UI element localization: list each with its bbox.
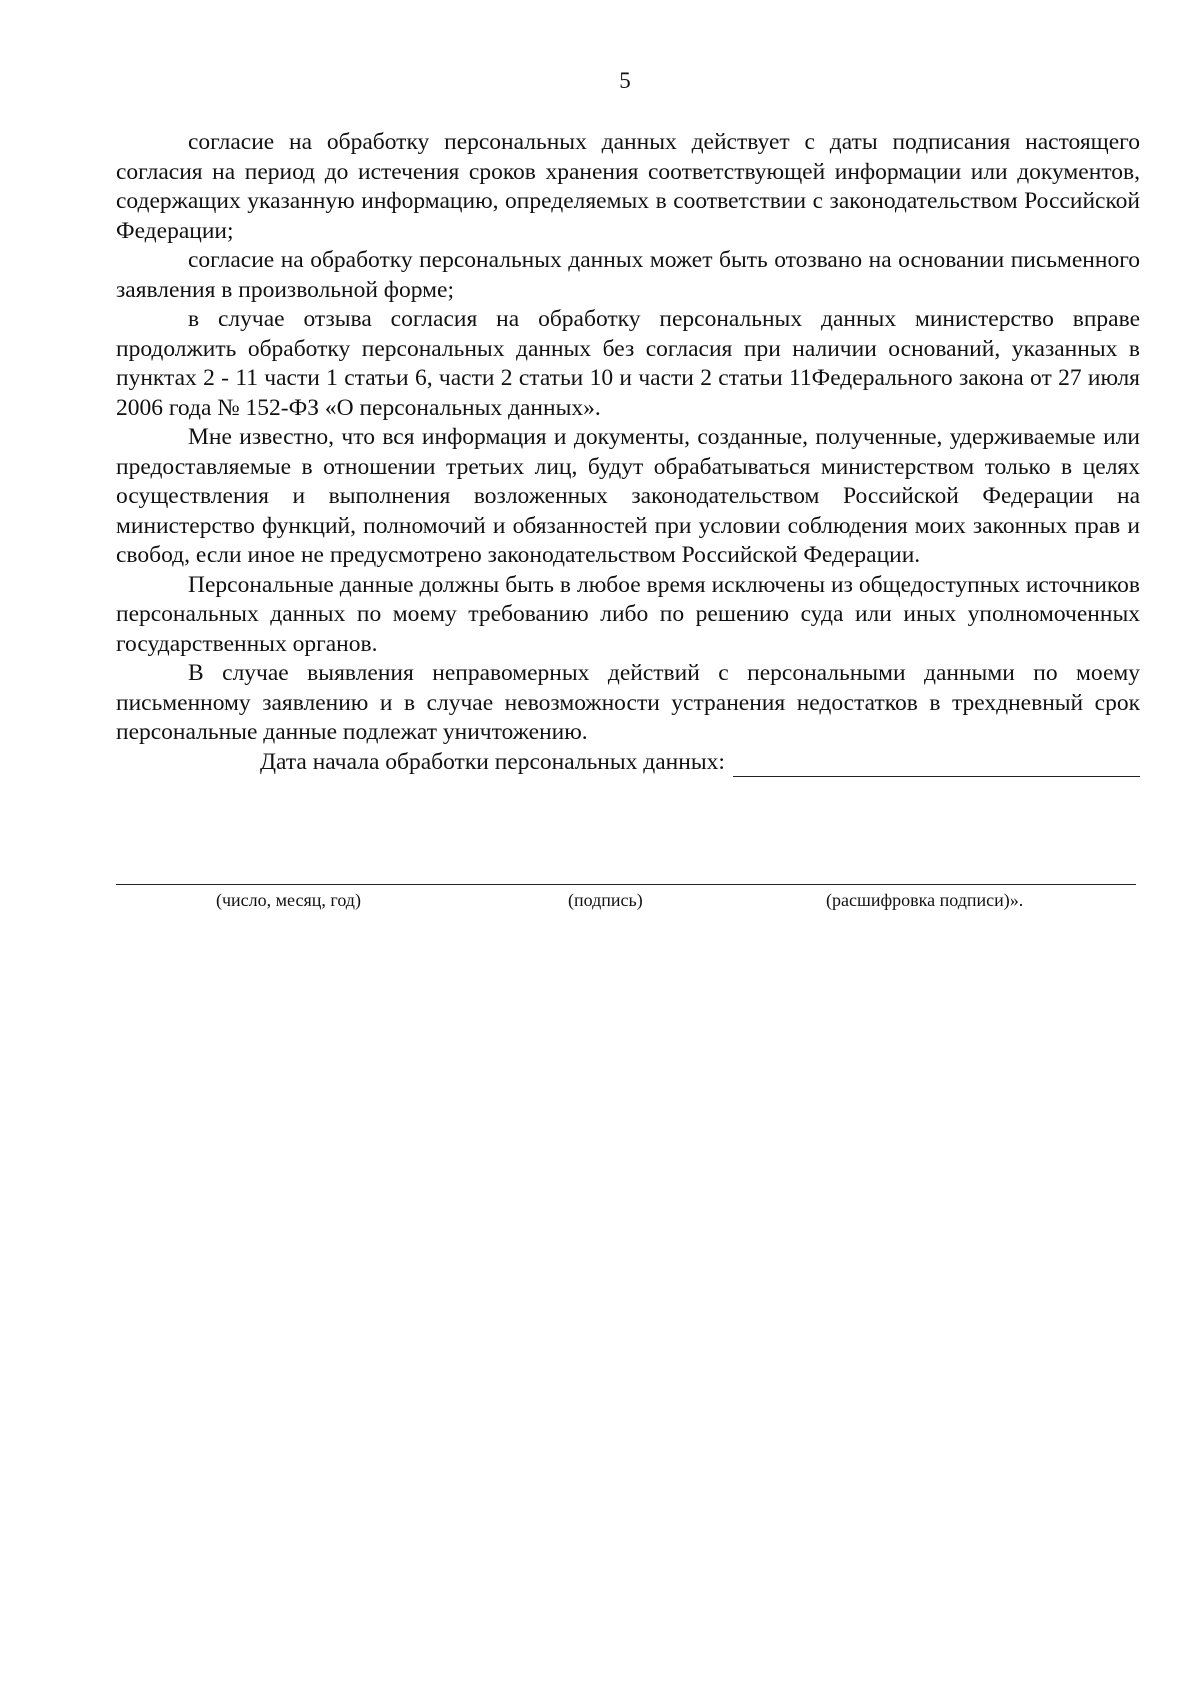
signature-decode-caption: (расшифровка подписи)». — [826, 890, 1024, 910]
paragraph-consent-revocation: согласие на обработку персональных данных может быть отозвано на основании письменного заявления в произвольной форме; — [116, 247, 1140, 303]
paragraph-revocation-processing: в случае отзыва согласия на обработку персональных данных министерство вправе продолжить обработку персональных данных без согласия при наличии оснований, указанных в пунктах 2 - 11 части 1 статьи 6, части 2 статьи 10 и части 2 статьи 11Федерального закона от 27 июля 2006 года № 152-ФЗ «О персональных данных». — [116, 306, 1140, 421]
processing-start-date-label: Дата начала обработки персональных данных: — [260, 748, 725, 775]
paragraph-public-sources: Персональные данные должны быть в любое время исключены из общедоступных источников персональных данных по моему требованию либо по решению суда или иных уполномоченных государственных органов. — [116, 571, 1140, 657]
processing-start-date-field[interactable] — [733, 754, 1140, 777]
paragraph-information-use: Мне известно, что вся информация и документы, созданные, полученные, удерживаемые или предоставляемые в отношении третьих лиц, будут обрабатываться министерством только в целях осуществления и выполнения возложенных законодательством Российской Федерации на министерство функций, полномочий и обязанностей при условии соблюдения моих законных прав и свобод, если иное не предусмотрено законодательством Российской Федерации. — [116, 424, 1140, 568]
paragraph-consent-validity: согласие на обработку персональных данных действует с даты подписания настоящего согласия на период до истечения сроков хранения соответствующей информации или документов, содержащих указанную информацию, определяемых в соответствии с законодательством Российской Федерации; — [116, 129, 1140, 244]
signature-line[interactable] — [116, 884, 1136, 885]
paragraph-unlawful-actions: В случае выявления неправомерных действий с персональными данными по моему письменному заявлению и в случае невозможности устранения недостатков в трехдневный срок персональные данные подлежат уничтожению. — [116, 660, 1140, 745]
signature-date-caption: (число, месяц, год) — [216, 890, 361, 910]
page-number: 5 — [619, 68, 631, 93]
processing-start-date — [116, 748, 1140, 778]
document-body — [116, 128, 1140, 777]
signature-sign-caption: (подпись) — [568, 890, 643, 910]
